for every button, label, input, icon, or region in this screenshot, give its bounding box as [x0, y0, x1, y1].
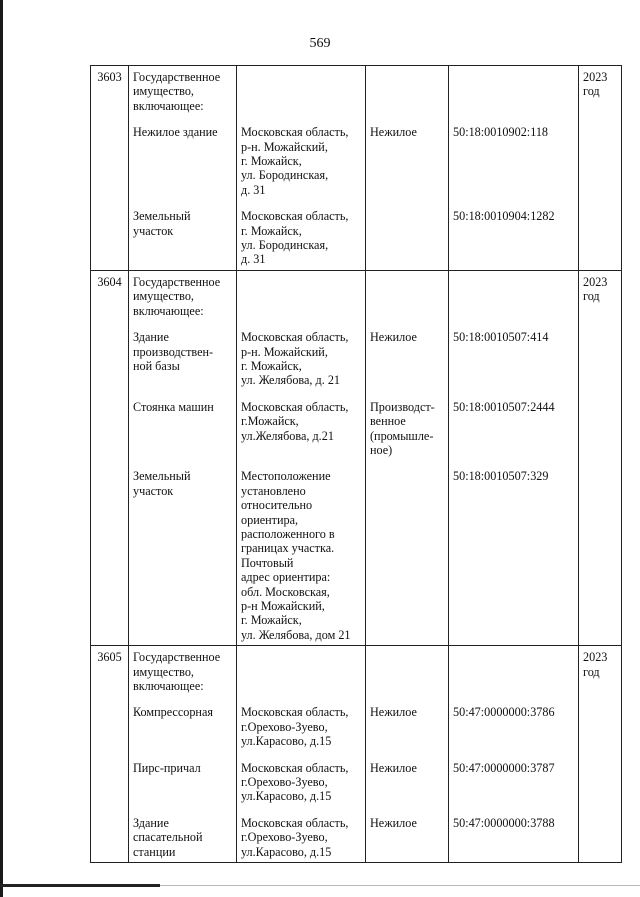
- cadastral-number: 50:18:0010904:1282: [449, 197, 579, 270]
- entry-number-empty: [91, 113, 129, 197]
- asset-address-line: г.Можайск,: [241, 414, 299, 429]
- asset-purpose-line: ное): [370, 442, 393, 457]
- empty-cell: [237, 66, 366, 114]
- group-header-row: [91, 270, 622, 318]
- asset-name-line: Здание: [133, 330, 169, 345]
- scan-left-edge: [0, 0, 3, 897]
- cadastral-number: 50:18:0010507:329: [449, 457, 579, 645]
- scan-bottom-edge: [0, 884, 160, 887]
- asset-address-line: Московская область,: [241, 399, 349, 414]
- asset-name-line: Компрессорная: [133, 705, 213, 720]
- asset-name-line: участок: [133, 483, 174, 498]
- empty-cell: [449, 270, 579, 318]
- asset-purpose: [366, 388, 449, 458]
- group-header-line: включающее:: [133, 98, 204, 113]
- asset-name-line: станции: [133, 844, 176, 859]
- entry-number: 3605: [91, 646, 129, 694]
- year-empty: [579, 457, 622, 645]
- group-header-line: имущество,: [133, 664, 194, 679]
- group-header-line: Государственное: [133, 650, 221, 665]
- asset-name-line: участок: [133, 223, 174, 238]
- asset-address-line: Московская область,: [241, 209, 349, 224]
- asset-name: [129, 388, 237, 458]
- asset-address: [237, 693, 366, 748]
- asset-address-line: относительно: [241, 498, 313, 513]
- asset-purpose-line: венное: [370, 414, 406, 429]
- asset-address-line: Московская область,: [241, 760, 349, 775]
- asset-address-line: ул. Желябова, д. 21: [241, 373, 341, 388]
- asset-address-line: Московская область,: [241, 330, 349, 345]
- asset-row: [91, 693, 622, 748]
- asset-purpose: [366, 457, 449, 645]
- asset-address: [237, 804, 366, 863]
- register-body: [91, 66, 622, 863]
- asset-purpose-line: (промышле-: [370, 428, 434, 443]
- asset-purpose-line: Нежилое: [370, 760, 417, 775]
- asset-purpose: [366, 693, 449, 748]
- asset-address: [237, 318, 366, 388]
- year: [579, 646, 622, 694]
- year-line: год: [583, 289, 600, 304]
- empty-cell: [237, 646, 366, 694]
- year: [579, 270, 622, 318]
- year-empty: [579, 197, 622, 270]
- asset-address-line: ул.Карасово, д.15: [241, 789, 332, 804]
- asset-row: [91, 388, 622, 458]
- asset-address-line: обл. Московская,: [241, 584, 330, 599]
- asset-address-line: Почтовый: [241, 555, 294, 570]
- asset-address: [237, 388, 366, 458]
- empty-cell: [449, 646, 579, 694]
- asset-address-line: ул.Желябова, д.21: [241, 428, 334, 443]
- asset-address-line: Московская область,: [241, 815, 349, 830]
- asset-name: [129, 318, 237, 388]
- asset-address-line: Московская область,: [241, 125, 349, 140]
- asset-row: [91, 318, 622, 388]
- asset-address-line: ул. Бородинская,: [241, 238, 329, 253]
- group-header: [129, 66, 237, 114]
- asset-address-line: г. Можайск,: [241, 613, 302, 628]
- cadastral-number: 50:18:0010902:118: [449, 113, 579, 197]
- empty-cell: [366, 646, 449, 694]
- asset-address-line: г.Орехово-Зуево,: [241, 719, 328, 734]
- year-empty: [579, 388, 622, 458]
- asset-address-line: р-н. Можайский,: [241, 344, 328, 359]
- empty-cell: [366, 270, 449, 318]
- asset-name: [129, 804, 237, 863]
- group-header-line: включающее:: [133, 679, 204, 694]
- asset-address-line: г.Орехово-Зуево,: [241, 775, 328, 790]
- asset-address-line: р-н Можайский,: [241, 599, 325, 613]
- asset-address-line: г. Можайск,: [241, 358, 302, 373]
- asset-purpose-line: Нежилое: [370, 705, 417, 720]
- property-register-table: [90, 65, 622, 863]
- empty-cell: [237, 270, 366, 318]
- asset-row: [91, 457, 622, 645]
- year-line: год: [583, 664, 600, 679]
- asset-name: [129, 693, 237, 748]
- asset-address-line: Московская область,: [241, 705, 349, 720]
- entry-number-empty: [91, 804, 129, 863]
- year-empty: [579, 113, 622, 197]
- year-empty: [579, 318, 622, 388]
- group-header: [129, 646, 237, 694]
- asset-name: [129, 197, 237, 270]
- entry-number-empty: [91, 693, 129, 748]
- year-empty: [579, 693, 622, 748]
- asset-purpose-line: Нежилое: [370, 125, 417, 140]
- asset-name: [129, 113, 237, 197]
- asset-address-line: ул.Карасово, д.15: [241, 844, 332, 859]
- asset-address-line: расположенного в: [241, 526, 335, 541]
- asset-address: [237, 457, 366, 645]
- asset-address-line: г. Можайск,: [241, 223, 302, 238]
- year-line: 2023: [583, 650, 608, 665]
- cadastral-number: 50:47:0000000:3786: [449, 693, 579, 748]
- asset-name-line: производствен-: [133, 344, 214, 359]
- asset-name-line: Нежилое здание: [133, 125, 218, 140]
- asset-purpose: [366, 113, 449, 197]
- asset-address-line: ул. Бородинская,: [241, 168, 329, 183]
- group-header-line: Государственное: [133, 274, 221, 289]
- asset-name-line: Пирс-причал: [133, 760, 201, 775]
- asset-address: [237, 197, 366, 270]
- year-empty: [579, 749, 622, 804]
- group-header-line: имущество,: [133, 289, 194, 304]
- empty-cell: [449, 66, 579, 114]
- asset-name-line: Земельный: [133, 209, 191, 224]
- asset-address-line: г.Орехово-Зуево,: [241, 830, 328, 845]
- entry-number: 3603: [91, 66, 129, 114]
- asset-purpose: [366, 749, 449, 804]
- asset-address: [237, 113, 366, 197]
- asset-purpose-line: Производст-: [370, 399, 435, 414]
- asset-address-line: г. Можайск,: [241, 154, 302, 169]
- asset-name-line: Стоянка машин: [133, 399, 214, 414]
- asset-purpose: [366, 318, 449, 388]
- asset-name-line: Земельный: [133, 469, 191, 484]
- asset-purpose: [366, 804, 449, 863]
- asset-address-line: ориентира,: [241, 512, 299, 527]
- asset-row: [91, 113, 622, 197]
- asset-row: [91, 804, 622, 863]
- asset-address-line: д. 31: [241, 252, 266, 267]
- entry-number-empty: [91, 749, 129, 804]
- asset-name-line: Здание: [133, 815, 169, 830]
- asset-address-line: д. 31: [241, 182, 266, 197]
- group-header-row: [91, 646, 622, 694]
- asset-address-line: границах участка.: [241, 541, 335, 556]
- asset-name-line: ной базы: [133, 358, 180, 373]
- asset-address-line: Местоположение: [241, 469, 331, 484]
- asset-address-line: адрес ориентира:: [241, 570, 331, 585]
- entry-number-empty: [91, 457, 129, 645]
- asset-purpose-line: Нежилое: [370, 815, 417, 830]
- cadastral-number: 50:18:0010507:414: [449, 318, 579, 388]
- group-header-line: имущество,: [133, 84, 194, 99]
- empty-cell: [366, 66, 449, 114]
- scan-bottom-line: [160, 885, 640, 886]
- asset-row: [91, 197, 622, 270]
- asset-address-line: ул. Желябова, дом 21: [241, 627, 351, 642]
- page-number: 569: [309, 36, 331, 51]
- asset-name-line: спасательной: [133, 830, 203, 845]
- year-empty: [579, 804, 622, 863]
- asset-purpose: [366, 197, 449, 270]
- asset-address: [237, 749, 366, 804]
- cadastral-number: 50:47:0000000:3787: [449, 749, 579, 804]
- year-line: год: [583, 84, 600, 99]
- entry-number: 3604: [91, 270, 129, 318]
- asset-address-line: ул.Карасово, д.15: [241, 734, 332, 749]
- asset-name: [129, 457, 237, 645]
- group-header: [129, 270, 237, 318]
- year: [579, 66, 622, 114]
- entry-number-empty: [91, 318, 129, 388]
- cadastral-number: 50:18:0010507:2444: [449, 388, 579, 458]
- group-header-row: [91, 66, 622, 114]
- year-line: 2023: [583, 70, 608, 84]
- group-header-line: Государственное: [133, 70, 221, 84]
- asset-address-line: р-н. Можайский,: [241, 139, 328, 154]
- entry-number-empty: [91, 388, 129, 458]
- group-header-line: включающее:: [133, 303, 204, 318]
- asset-name: [129, 749, 237, 804]
- asset-purpose-line: Нежилое: [370, 330, 417, 345]
- year-line: 2023: [583, 274, 608, 289]
- entry-number-empty: [91, 197, 129, 270]
- asset-address-line: установлено: [241, 483, 306, 498]
- asset-row: [91, 749, 622, 804]
- cadastral-number: 50:47:0000000:3788: [449, 804, 579, 863]
